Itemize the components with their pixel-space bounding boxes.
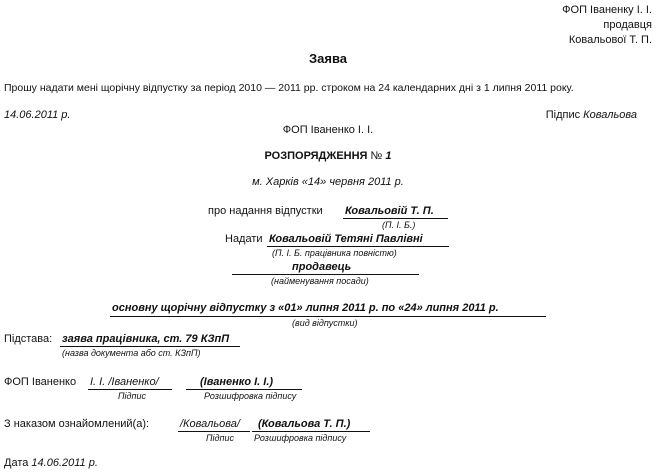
order-position-caption: (найменування посади) [271,276,369,286]
order-ack-decode-caption: Розшифровка підпису [254,433,347,443]
order-grant-prefix: Надати [225,233,263,245]
order-employer: ФОП Іваненко І. І. [282,124,374,136]
order-leave-caption: (вид відпустки) [292,318,358,328]
application-signature-label: Підпис [545,109,581,121]
signer-decode-underline [186,389,302,390]
application-body: Прошу надати мені щорічну відпустку за період 2010 — 2011 рр. строком на 24 календарних дні з 1 липня 2011 року. [4,82,574,94]
application-signature-value: Ковальова [583,109,637,121]
order-signer-sign: І. І. /Іваненко/ [90,376,159,388]
order-grant-caption: (П. І. Б. працівника повністю) [272,248,397,258]
order-sign-caption: Підпис [118,391,146,401]
application-title: Заява [308,51,347,66]
order-basis-label: Підстава: [4,333,53,345]
order-subject-prefix: про надання відпустки [208,205,323,217]
order-ack-decode: (Ковальова Т. П.) [258,418,351,430]
order-number: 1 [385,150,392,162]
order-decode-caption: Розшифровка підпису [204,391,297,401]
order-grant-value: Ковальовій Тетяні Павлівні [269,233,423,245]
order-date-value: 14.06.2011 р. [31,457,98,469]
application-date: 14.06.2011 р. [4,109,71,121]
addressee-line-3: Ковальової Т. П. [568,34,652,46]
order-title [0,150,656,162]
order-leave-value: основну щорічну відпустку з «01» липня 2011 р. по «24» липня 2011 р. [112,302,499,314]
order-number-sign: № [370,150,383,162]
order-position-value: продавець [292,261,352,273]
order-title-text: РОЗПОРЯДЖЕННЯ [264,150,368,162]
order-date [4,457,98,469]
grant-underline [267,246,449,247]
order-ack-sign: /Ковальова/ [180,418,240,430]
basis-underline [60,346,240,347]
order-subject-value: Ковальовій Т. П. [345,205,434,217]
signer-sign-underline [88,389,172,390]
order-place-date: м. Харків «14» червня 2011 р. [252,176,404,188]
order-signer-decode: (Іваненко І. І.) [200,376,274,388]
order-basis-value: заява працівника, ст. 79 КЗпП [62,333,230,345]
order-ack-label: З наказом ознайомлений(а): [4,418,150,430]
ack-decode-underline [252,431,370,432]
position-underline [232,274,419,275]
subject-underline [343,218,448,219]
order-date-label: Дата [4,457,29,469]
leave-underline [110,316,546,317]
addressee-line-2: продавця [603,19,652,31]
addressee-line-1: ФОП Іваненку І. І. [562,4,652,16]
order-subject-caption: (П. І. Б.) [382,220,416,230]
order-signer-name: ФОП Іваненко [4,376,77,388]
order-ack-sign-caption: Підпис [206,433,234,443]
application-signature [546,109,637,121]
order-basis-caption: (назва документа або ст. КЗпП) [62,348,201,358]
ack-sign-underline [178,431,250,432]
